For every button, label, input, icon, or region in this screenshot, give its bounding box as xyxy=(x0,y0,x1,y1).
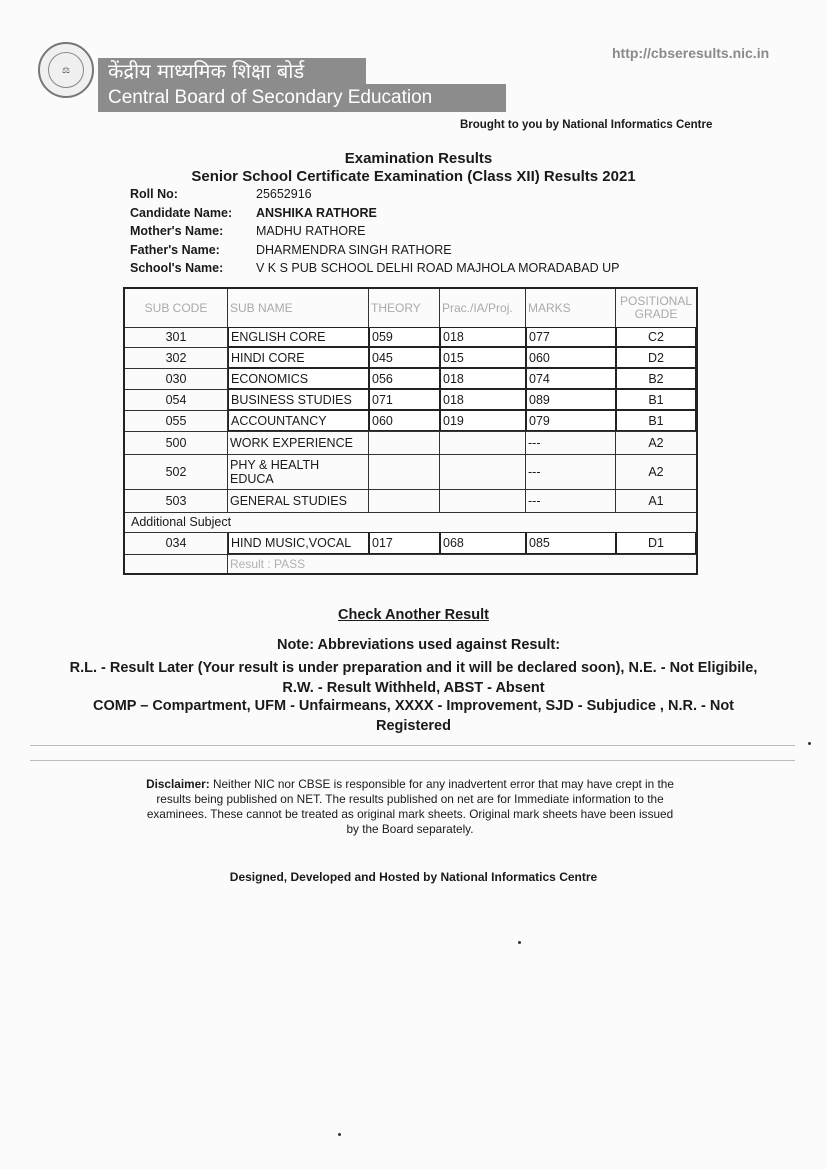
total-marks: 079 xyxy=(526,410,616,431)
notes-line-1: R.L. - Result Later (Your result is under preparation and it will be declared soon), N.E. - Not Eligibile, xyxy=(69,660,758,676)
sub-code: 054 xyxy=(125,389,228,410)
theory-marks: 045 xyxy=(369,347,440,368)
total-marks: 060 xyxy=(526,347,616,368)
emblem-inner: ⚖ xyxy=(48,52,84,88)
result-status: Result : PASS xyxy=(230,556,306,571)
notes-title: Note: Abbreviations used against Result: xyxy=(276,637,561,653)
table-row xyxy=(125,410,696,432)
info-row-candidate-name xyxy=(130,204,620,223)
page-title: Examination Results xyxy=(344,150,493,167)
sub-name-line2: EDUCA xyxy=(230,471,274,486)
disclaimer-label: Disclaimer: xyxy=(146,777,210,791)
practical-marks xyxy=(440,431,526,454)
sub-name: ENGLISH CORE xyxy=(228,327,369,347)
exam-title: Senior School Certificate Examination (Class XII) Results 2021 xyxy=(191,168,636,185)
theory-marks: 071 xyxy=(369,389,440,410)
sub-name: ACCOUNTANCY xyxy=(228,410,369,431)
sub-name: HIND MUSIC,VOCAL xyxy=(228,532,369,554)
additional-subject-row xyxy=(125,512,696,533)
practical-marks: 018 xyxy=(440,368,526,389)
total-marks: 089 xyxy=(526,389,616,410)
divider xyxy=(30,745,795,746)
practical-marks xyxy=(440,489,526,512)
info-label: Father's Name: xyxy=(130,242,220,257)
sub-code: 055 xyxy=(125,410,228,431)
disclaimer-line-3: examinees. These cannot be treated as original mark sheets. Original mark sheets have been issued xyxy=(146,807,674,821)
disclaimer xyxy=(115,777,705,837)
board-name-english: Central Board of Secondary Education xyxy=(98,84,506,112)
sub-name: GENERAL STUDIES xyxy=(228,489,369,512)
check-another-result-link[interactable]: Check Another Result xyxy=(338,607,489,623)
info-value: ANSHIKA RATHORE xyxy=(256,205,377,220)
cbse-emblem-icon xyxy=(38,42,94,98)
table-row xyxy=(125,489,696,513)
disclaimer-line-2: results being published on NET. The results published on net are for Immediate information to the xyxy=(156,792,664,806)
header-grade-line2: GRADE xyxy=(634,307,678,321)
header-practical: Prac./IA/Proj. xyxy=(440,289,526,327)
grade: C2 xyxy=(616,327,696,347)
theory-marks: 056 xyxy=(369,368,440,389)
grade: A1 xyxy=(648,493,664,508)
theory-marks: 060 xyxy=(369,410,440,431)
notes-line-4: Registered xyxy=(376,718,451,734)
theory-marks: 017 xyxy=(369,532,440,554)
theory-marks: 059 xyxy=(369,327,440,347)
info-value: V K S PUB SCHOOL DELHI ROAD MAJHOLA MORADABAD UP xyxy=(256,261,620,275)
sub-name: ECONOMICS xyxy=(228,368,369,389)
theory-marks xyxy=(369,489,440,512)
info-row-father-name xyxy=(130,241,620,260)
sub-code: 030 xyxy=(125,368,228,389)
additional-subject-label: Additional Subject xyxy=(131,515,232,529)
grade: B1 xyxy=(616,389,696,410)
info-label: School's Name: xyxy=(130,261,224,275)
header-grade-line1: POSITIONAL xyxy=(619,294,693,308)
info-row-mother-name xyxy=(130,222,620,241)
practical-marks xyxy=(440,454,526,489)
info-label: Candidate Name: xyxy=(130,205,233,220)
footer-credit: Designed, Developed and Hosted by National Informatics Centre xyxy=(229,870,598,884)
disclaimer-line-1 xyxy=(115,777,705,792)
info-label: Mother's Name: xyxy=(130,224,224,238)
theory-marks xyxy=(369,431,440,454)
grade: B2 xyxy=(616,368,696,389)
header-grade xyxy=(616,289,696,327)
board-name-hindi: केंद्रीय माध्यमिक शिक्षा बोर्ड xyxy=(98,58,366,84)
notes-line-3: COMP – Compartment, UFM - Unfairmeans, XXXX - Improvement, SJD - Subjudice , N.R. - Not xyxy=(92,698,735,714)
sub-code: 503 xyxy=(125,489,228,512)
info-row-school-name xyxy=(130,259,620,278)
grade: B1 xyxy=(616,410,696,431)
sub-code: 502 xyxy=(125,454,228,489)
info-value: DHARMENDRA SINGH RATHORE xyxy=(256,242,452,257)
marks-table xyxy=(123,287,698,575)
table-row xyxy=(125,454,696,490)
table-row xyxy=(125,368,696,390)
table-row xyxy=(125,389,696,411)
sub-name: WORK EXPERIENCE xyxy=(228,431,369,454)
practical-marks: 018 xyxy=(440,327,526,347)
table-row xyxy=(125,347,696,369)
brought-by-text: Brought to you by National Informatics Centre xyxy=(460,119,713,131)
header-marks: MARKS xyxy=(526,289,616,327)
total-marks: --- xyxy=(526,431,616,454)
sub-name: BUSINESS STUDIES xyxy=(228,389,369,410)
total-marks: --- xyxy=(526,454,616,489)
total-marks: 085 xyxy=(526,532,616,554)
disclaimer-line-4: by the Board separately. xyxy=(346,822,474,836)
total-marks: --- xyxy=(526,489,616,512)
info-value: MADHU RATHORE xyxy=(256,224,366,238)
practical-marks: 015 xyxy=(440,347,526,368)
sub-code: 302 xyxy=(125,347,228,368)
table-row xyxy=(125,431,696,455)
result-row xyxy=(125,554,696,573)
grade: A2 xyxy=(648,464,664,479)
scan-speck xyxy=(338,1133,341,1136)
table-header-row xyxy=(125,289,696,328)
table-row xyxy=(125,532,696,555)
theory-marks xyxy=(369,454,440,489)
grade: A2 xyxy=(648,435,664,450)
sub-name xyxy=(228,454,369,489)
info-row-roll xyxy=(130,185,620,204)
grade: D2 xyxy=(616,347,696,368)
scan-speck xyxy=(808,742,811,745)
sub-code: 034 xyxy=(125,532,228,554)
divider xyxy=(30,760,795,761)
info-label: Roll No: xyxy=(130,187,178,201)
sub-name: HINDI CORE xyxy=(228,347,369,368)
table-row xyxy=(125,327,696,348)
total-marks: 074 xyxy=(526,368,616,389)
sub-name-line1: PHY & HEALTH xyxy=(230,457,320,472)
total-marks: 077 xyxy=(526,327,616,347)
header-theory: THEORY xyxy=(369,289,440,327)
practical-marks: 068 xyxy=(440,532,526,554)
scan-speck xyxy=(518,941,521,944)
grade: D1 xyxy=(616,532,696,554)
sub-code: 301 xyxy=(125,327,228,347)
header-sub-code: SUB CODE xyxy=(125,289,228,327)
info-value: 25652916 xyxy=(256,187,312,201)
result-spacer xyxy=(125,554,228,573)
practical-marks: 018 xyxy=(440,389,526,410)
candidate-info xyxy=(130,185,620,278)
practical-marks: 019 xyxy=(440,410,526,431)
sub-code: 500 xyxy=(125,431,228,454)
header-sub-name: SUB NAME xyxy=(228,289,369,327)
disclaimer-text: Neither NIC nor CBSE is responsible for any inadvertent error that may have crept in the xyxy=(209,777,674,791)
notes-line-2: R.W. - Result Withheld, ABST - Absent xyxy=(282,680,545,696)
site-url[interactable]: http://cbseresults.nic.in xyxy=(612,45,770,61)
